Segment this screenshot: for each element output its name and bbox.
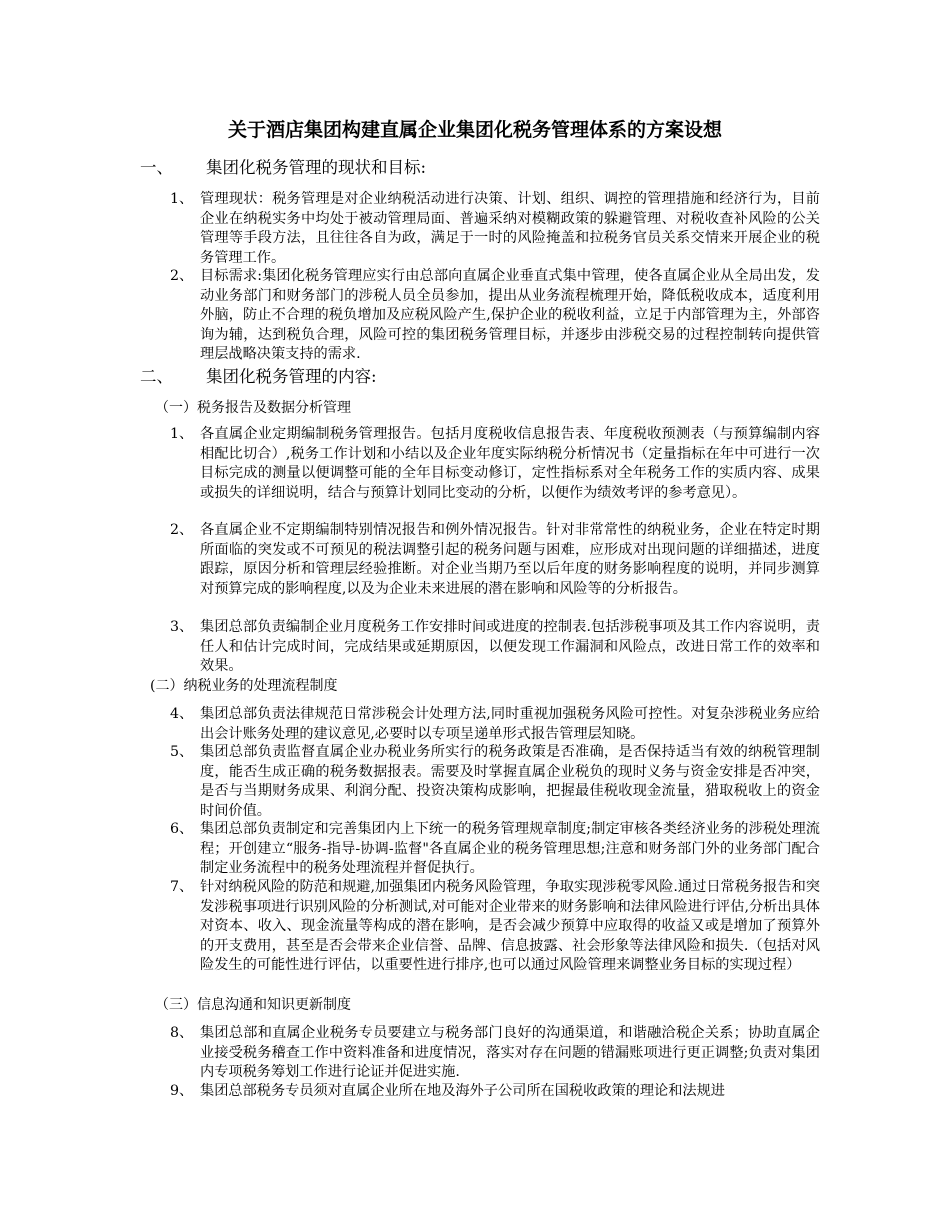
list-item [170,618,820,677]
list-item [170,1082,820,1102]
item-text: 针对纳税风险的防范和规避,加强集团内税务风险管理，争取实现涉税零风险.通过日常税务报告和突发涉税事项进行识别风险的分析测试,对可能对企业带来的财务影响和法律风险进行评估,分析出具体对资本、收入、现金流量等构成的潜在影响，是否会减少预算中应取得的收益又或是增加了预算外的开支费用，甚至是否会带来企业信誉、品牌、信息披露、社会形象等法律风险和损失.（包括对风险发生的可能性进行评估，以重要性进行排序,也可以通过风险管理来调整业务目标的实现过程） [200,879,820,973]
item-number: 6、 [170,821,194,837]
item-text: 各直属企业定期编制税务管理报告。包括月度税收信息报告表、年度税收预测表（与预算编制内容相配比切合）,税务工作计划和小结以及企业年度实际纳税分析情况书（定量指标在年中可进行一次目标完成的测量以便调整可能的全年目标变动修订，定性指标系对全年税务工作的实质内容、成果或损失的详细说明，结合与预算计划同比变动的分析，以便作为绩效考评的参考意见）。 [200,426,820,501]
list-item [170,705,820,744]
item-text: 集团总部负责编制企业月度税务工作安排时间或进度的控制表.包括涉税事项及其工作内容说明，责任人和估计完成时间，完成结果或延期原因，以便发现工作漏洞和风险点，改进日常工作的效率和效果。 [200,619,820,674]
section-number: 二、 [140,367,173,386]
section-title: 集团化税务管理的内容: [206,367,377,386]
list-item [170,521,820,599]
list-item [170,743,820,821]
item-text: 集团总部负责法律规范日常涉税会计处理方法,同时重视加强税务风险可控性。对复杂涉税业务应给出会计账务处理的建议意见,必要时以专项呈递单形式报告管理层知晓。 [200,706,820,742]
item-text: 集团总部和直属企业税务专员要建立与税务部门良好的沟通渠道，和谐融洽税企关系；协助直属企业接受税务稽查工作中资料准备和进度情况，落实对存在问题的错漏账项进行更正调整;负责对集团内专项税务筹划工作进行论证并促进实施. [200,1025,820,1080]
subsection-heading-1: （一）税务报告及数据分析管理 [155,400,351,416]
item-number: 1、 [170,191,194,207]
document-title: 关于酒店集团构建直属企业集团化税务管理体系的方案设想 [227,119,722,141]
item-number: 5、 [170,744,194,760]
list-item [170,820,820,879]
section-number: 一、 [140,158,173,177]
item-number: 2、 [170,522,194,538]
list-item [170,190,820,268]
item-number: 4、 [170,706,194,722]
list-item [170,425,820,503]
section-heading-2 [140,366,377,388]
item-text: 管理现状：税务管理是对企业纳税活动进行决策、计划、组织、调控的管理措施和经济行为，目前企业在纳税实务中均处于被动管理局面、普遍采纳对模糊政策的躲避管理、对税收查补风险的公关管理等手段方法，且往往各自为政，满足于一时的风险掩盖和拉税务官员关系交情来开展企业的税务管理工作。 [200,191,820,266]
item-number: 9、 [170,1083,194,1099]
list-item [170,1024,820,1083]
item-text: 各直属企业不定期编制特别情况报告和例外情况报告。针对非常常性的纳税业务，企业在特定时期所面临的突发或不可预见的税法调整引起的税务问题与困难，应形成对出现问题的详细描述，进度跟踪，原因分析和管理层经验推断。对企业当期乃至以后年度的财务影响程度的说明，并同步测算对预算完成的影响程度,以及为企业未来进展的潜在影响和风险等的分析报告。 [200,522,820,597]
item-number: 8、 [170,1025,194,1041]
item-text: 集团总部税务专员须对直属企业所在地及海外子公司所在国税收政策的理论和法规进 [200,1083,725,1099]
item-number: 2、 [170,268,194,284]
list-item [170,878,820,976]
subsection-heading-3: （三）信息沟通和知识更新制度 [155,997,351,1013]
item-text: 集团总部负责制定和完善集团内上下统一的税务管理规章制度;制定审核各类经济业务的涉税处理流程；开创建立“服务-指导-协调-监督"各直属企业的税务管理思想;注意和财务部门外的业务部门配合制定业务流程中的税务处理流程并督促执行。 [200,821,820,876]
subsection-heading-2: (二）纳税业务的处理流程制度 [150,678,338,694]
item-number: 1、 [170,426,194,442]
item-number: 7、 [170,879,194,895]
item-text: 目标需求:集团化税务管理应实行由总部向直属企业垂直式集中管理，使各直属企业从全局出发，发动业务部门和财务部门的涉税人员全员参加，提出从业务流程梳理开始，降低税收成本，适度利用外脑，防止不合理的税负增加及应税风险产生,保护企业的税收利益，立足于内部管理为主，外部咨询为辅，达到税负合理，风险可控的集团税务管理目标，并逐步由涉税交易的过程控制转向提供管理层战略决策支持的需求. [200,268,820,362]
item-number: 3、 [170,619,194,635]
section-title: 集团化税务管理的现状和目标: [206,158,427,177]
section-heading-1 [140,157,426,179]
list-item [170,267,820,365]
item-text: 集团总部负责监督直属企业办税业务所实行的税务政策是否准确，是否保持适当有效的纳税管理制度，能否生成正确的税务数据报表。需要及时掌握直属企业税负的现时义务与资金安排是否冲突，是否与当期财务成果、利润分配、投资决策构成影响，把握最佳税收现金流量，猎取税收上的资金时间价值。 [200,744,820,819]
